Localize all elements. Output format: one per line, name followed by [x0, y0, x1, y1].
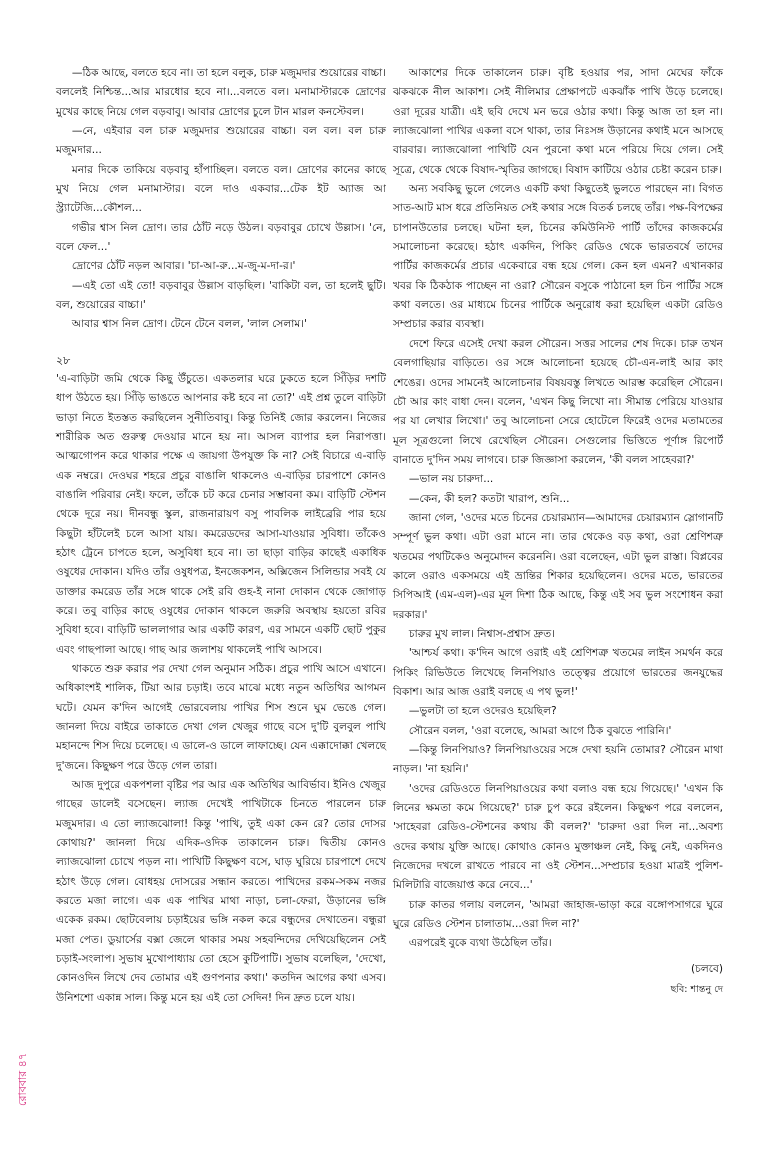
paragraph: এরপরেই বুকে ব্যথা উঠেছিল তাঁর।	[408, 937, 552, 950]
paragraph: দ্রোণের ঠোঁট নড়ল আবার। 'চা-আ-রু...ম-জু-ম-দা-র।'	[71, 260, 296, 273]
left-column	[56, 64, 386, 1008]
paragraph: আজ দুপুরে একপশলা বৃষ্টির পর আর এক অতিথির আবির্ভাব। ইনিও খেজুর গাছের ডালেই বসেছেন। ল্যাজ দেখেই পাখিটাকে চিনতে পারলেন চারু মজুমদার। এ তো ল্যাজঝোলা! কিন্তু 'পাখি, তুই একা কেন রে? তোর দোসর কোথায়?' জানলা দিয়ে এদিক-ওদিক তাকালেন চারু। দ্বিতীয় কোনও ল্যাজঝোলা চোখে পড়ল না। পাখিটি কিছুক্ষণ বসে, ঘাড় ঘুরিয়ে চারপাশে দেখে হঠাৎ উড়ে গেল। বোধহয় দোসরের সন্ধান করতে। পাখিদের রকম-সকম নজর করতে মজা লাগে। এক এক পাখির মাথা নাড়া, চলা-ফেরা, উড়ানের ভঙ্গি একেক রকম। ছোটবেলায় চড়াইয়ের ভঙ্গি নকল করে বন্ধুদের দেখাতেন। বন্ধুরা মজা পেত। ডুয়ার্সের বক্সা জেলে থাকার সময় সহবন্দিদের দেখিয়েছিলেন সেই চড়াই-সংলাপ। সুভাষ মুখোপাধ্যায় তো হেসে কুটিপাটি। সুভাষ বলেছিল, 'দেখো, কোনওদিন লিখে দেব তোমার এই গুণপনার কথা।' কতদিন আগের কথা এসব। উনিশশো একান্ন সাল। কিন্তু মনে হয় এই তো সেদিন! দিন দ্রুত চলে যায়।	[56, 779, 386, 1004]
paragraph: আকাশের দিকে তাকালেন চারু। বৃষ্টি হওয়ার পর, সাদা মেঘের ফাঁকে ঝকঝকে নীল আকাশ। সেই নীলিমার প্রেক্ষাপটে একঝাঁক পাখি উড়ে চলেছে। ওরা দূরের যাত্রী। এই ছবি দেখে মন ভরে ওঠার কথা। কিন্তু আজ তা হল না। ল্যাজঝোলা পাখির একলা বসে থাকা, তার নিঃসঙ্গ উড়ানের কথাই মনে আসছে বারবার। ল্যাজঝোলা পাখিটি যেন পুরনো কথা মনে পরিয়ে দিয়ে গেল। সেই সূত্রে, থেকে থেকে বিষাদ-স্মৃতির জাগছে। বিষাদ কাটিয়ে ওঠার চেষ্টা করেন চারু।	[393, 67, 723, 176]
paragraph: অন্য সবকিছু ভুলে গেলেও একটি কথা কিছুতেই ভুলতে পারছেন না। বিগত সাত-আট মাস ধরে প্রতিনিয়ত সেই কথার সঙ্গে বিতর্ক চলছে তাঁর। পক্ষ-বিপক্ষের চাপানউতোর চলছে। ঘটনা হল, চিনের কমিউনিস্ট পার্টি তাঁদের কাজকর্মের সমালোচনা করেছে। হঠাৎ একদিন, পিকিং রেডিও থেকে ভারতবর্ষে তাদের পার্টির কাজকর্মের প্রচার একেবারে বন্ধ হয়ে গেল। কেন হল এমন? এখানকার খবর কি ঠিকঠাক পাচ্ছেন না ওরা? সৌরেন বসুকে পাঠানো হল চিন পার্টির সঙ্গে কথা বলতে। ওর মাধ্যমে চিনের পার্টিকে অনুরোধ করা হয়েছিল একটা রেডিও সম্প্রচার করার ব্যবস্থা।	[393, 183, 723, 331]
paragraph: জানা গেল, 'ওদের মতে চিনের চেয়ারম্যান—আমাদের চেয়ারম্যান স্লোগানটি সম্পূর্ণ ভুল কথা। এটা ওরা মানে না। তার থেকেও বড় কথা, ওরা শ্রেণিশত্রু খতমের পথটিকেও অনুমোদন করেননি। ওরা বলেছেন, এটা ভুল রাস্তা। বিপ্লবের কালে ওরাও একসময়ে এই ভ্রান্তির শিকার হয়েছিলেন। ওদের মতে, ভারতের সিপিআই (এম-এল)-এর মূল দিশা ঠিক আছে, কিন্তু এই সব ভুল সংশোধন করা দরকার।'	[393, 511, 723, 621]
paragraph: —এই তো এই তো! বড়বাবুর উল্লাস বাড়ছিল। 'বাকিটা বল, তা হলেই ছুটি। বল, শুয়োরের বাচ্চা।'	[56, 279, 386, 312]
paragraph: মনার দিকে তাকিয়ে বড়বাবু হাঁপাচ্ছিল। বলতে বল। দ্রোণের কানের কাছে মুখ নিয়ে গেল মনামাস্টার। বলে দাও একবার...টেক ইট অ্যাজ আ স্ট্র্যাটেজি...কৌশল...	[56, 163, 386, 215]
continued-mark: (চলবে)	[690, 962, 723, 975]
paragraph: —নে, এইবার বল চারু মজুমদার শুয়োরের বাচ্চা। বল বল। বল চারু মজুমদার...	[56, 125, 386, 157]
paragraph: দেশে ফিরে এসেই দেখা করল সৌরেন। সত্তর সালের শেষ দিকে। চারু তখন বেলগাছিয়ার বাড়িতে। ওর সঙ্গে আলোচনা হয়েছে চৌ-এন-লাই আর কাং শেঙের। ওদের সামনেই আলোচনার বিষয়বস্তু লিখতে আরম্ভ করেছিল সৌরেন। চৌ আর কাং বাধা দেন। বলেন, 'এখন কিছু লিখো না। সীমান্ত পেরিয়ে যাওয়ার পর যা লেখার লিখো।' তবু আলোচনা সেরে হোটেলে ফিরেই ওদের মতামতের মূল সূত্রগুলো লিখে রেখেছিল সৌরেন। সেগুলোর ভিত্তিতে পূর্ণাঙ্গ রিপোর্ট বানাতে দু'দিন সময় লাগবে। চারু জিজ্ঞাসা করলেন, 'কী বলল সাহেবরা?'	[393, 337, 723, 466]
page-folio: রোববার ৪৭	[16, 1053, 29, 1106]
paragraph: চারুর মুখ লাল। নিশ্বাস-প্রশ্বাস দ্রুত।	[408, 627, 555, 640]
paragraph: —কিন্তু লিনপিয়াও? লিনপিয়াওয়ের সঙ্গে দেখা হয়নি তোমার? সৌরেন মাথা নাড়ল। 'না হয়নি।'	[393, 744, 723, 776]
illustration-credit: ছবি: শান্তনু দে	[670, 984, 723, 996]
paragraph: 'ওদের রেডিওতে লিনপিয়াওয়ের কথা বলাও বন্ধ হয়ে গিয়েছে।' 'এখন কি লিনের ক্ষমতা কমে গিয়েছে?' চারু চুপ করে রইলেন। কিছুক্ষণ পরে বললেন, 'সাহেবরা রেডিও-স্টেশনের কথায় কী বলল?' 'চারুদা ওরা দিল না...অবশ্য ওদের কথায় যুক্তি আছে। কোথাও কোনও মুক্তাঞ্চল নেই, কিছু নেই, একদিনও নিজেদের দখলে রাখতে পারবে না ওই স্টেশন...সম্প্রচার হওয়া মাত্রই পুলিশ-মিলিটারি বাজেয়াপ্ত করে নেবে...'	[393, 782, 723, 892]
section-a	[56, 64, 386, 335]
paragraph: থাকতে শুরু করার পর দেখা গেল অনুমান সঠিক। প্রচুর পাখি আসে এখানে। অধিকাংশই শালিক, টিয়া আর চড়াই। তবে মাঝে মধ্যে নতুন অতিথির আগমন ঘটে। যেমন ক'দিন আগেই ভোরবেলায় পাখির শিস শুনে ঘুম ভেঙে গেল। জানলা দিয়ে বাইরে তাকাতে দেখা গেল খেজুর গাছে বসে দু'টি বুলবুল পাখি মহানন্দে শিস দিয়ে চলেছে। এ ডালে-ও ডালে লাফাচ্ছে। যেন এক্কাদোক্কা খেলছে দু'জনে। কিছুক্ষণ পরে উড়ে গেল তারা।	[56, 662, 386, 772]
paragraph: 'এ-বাড়িটা জমি থেকে কিছু উঁচুতে। একতলার ঘরে ঢুকতে হলে সিঁড়ির দশটি ধাপ উঠতে হয়। সিঁড়ি ভাঙতে আপনার কষ্ট হবে না তো?' এই প্রশ্ন তুলে বাড়িটা ভাড়া নিতে ইতস্তত করছিলেন সুনীতিবাবু। কিন্তু তিনিই জোর করলেন। নিজের শারীরিক অত গুরুত্ব দেওয়ার মানে হয় না। আসল ব্যাপার হল নিরাপত্তা। আত্মগোপন করে থাকার পক্ষে এ জায়গা উপযুক্ত কি না? সেই বিচারে এ-বাড়ি এক নম্বরে। দেওঘর শহরে প্রচুর বাঙালি থাকলেও এ-বাড়ির চারপাশে কোনও বাঙালি পরিবার নেই। ফলে, তাঁকে চট করে চেনার সম্ভাবনা কম। বাড়িটি স্টেশন থেকে দূরে নয়। দীনবন্ধু স্কুল, রাজনারায়ণ বসু পাবলিক লাইব্রেরি পার হয়ে কিছুটা হাঁটলেই চলে আসা যায়। কমরেডদের আসা-যাওয়ার সুবিধা। তাঁকেও হঠাৎ ট্রেনে চাপতে হলে, অসুবিধা হবে না। তা ছাড়া বাড়ির কাছেই একাধিক ওষুধের দোকান। যদিও তাঁর ওষুধপত্র, ইনজেকশন, অক্সিজেন সিলিন্ডার সবই যে ডাক্তার কমরেড তাঁর সঙ্গে থাকে সেই রবি গুহ-ই নানা দোকান থেকে জোগাড় করে। তবু বাড়ির কাছে ওষুধের দোকান থাকলে জরুরি অবস্থায় হয়তো রবির সুবিধা হবে। বাড়িটি ভাললাগার আর একটি কারণ, এর সামনে একটি ছোট পুকুর এবং গাছপালা আছে। গাছ আর জলাশয় থাকলেই পাখি আসবে।	[56, 372, 386, 656]
right-column	[393, 64, 723, 999]
paragraph: সৌরেন বলল, 'ওরা বলেছে, আমরা আগে ঠিক বুঝতে পারিনি।'	[408, 724, 672, 737]
paragraph: —ভাল নয় চারুদা...	[408, 473, 494, 486]
section-b	[56, 370, 386, 1008]
paragraph: চারু কাতর গলায় বললেন, 'আমরা জাহাজ-ভাড়া করে বঙ্গোপসাগরে ঘুরে ঘুরে রেডিও স্টেশন চালাতাম...ওরা দিল না?'	[393, 898, 723, 931]
paragraph: —কেন, কী হল? কতটা খারাপ, শুনি...	[408, 492, 570, 505]
chapter-number: ২৮	[56, 353, 71, 367]
paragraph: 'আশ্চর্য কথা। ক'দিন আগে ওরাই এই শ্রেণিশত্রু খতমের লাইন সমর্থন করে পিকিং রিভিউতে লিখেছে লিনপিয়াও তত্ত্বের প্রয়োগে ভারতের জনযুদ্ধের বিকাশ। আর আজ ওরাই বলছে এ পথ ভুল!'	[393, 647, 723, 698]
paragraph: —ভুলটা তা হলে ওদেরও হয়েছিল?	[408, 705, 557, 718]
paragraph: —ঠিক আছে, বলতে হবে না। তা হলে বলুক, চারু মজুমদার শুয়োরের বাচ্চা। বললেই নিশ্চিন্ত...আর মারধোর হবে না।...বলতে বল। মনামাস্টারকে দ্রোণের মুখের কাছে নিয়ে গেল বড়বাবু। আবার দ্রোণের চুলে টান মারল কনস্টেবল।	[56, 67, 386, 118]
paragraph: গভীর শ্বাস নিল দ্রোণ। তার ঠোঁট নড়ে উঠল। বড়বাবুর চোখে উল্লাস। 'নে, বলে ফেল...'	[56, 221, 386, 254]
paragraph: আবার শ্বাস নিল দ্রোণ। টেনে টেনে বলল, 'লাল সেলাম।'	[71, 318, 307, 331]
